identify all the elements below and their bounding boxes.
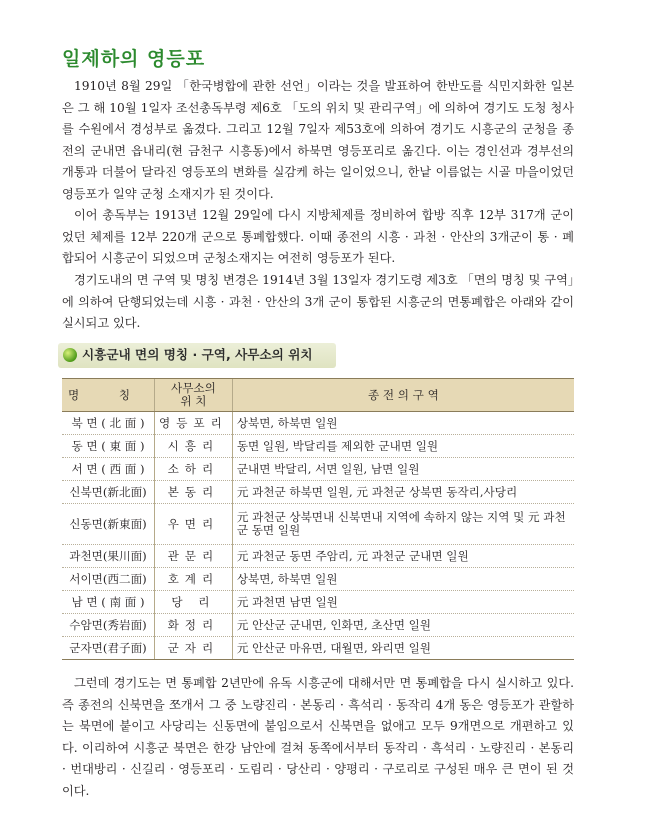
cell-office: 우면리 bbox=[155, 504, 233, 545]
cell-name: 수암면(秀岩面) bbox=[62, 614, 155, 637]
cell-office: 시흥리 bbox=[155, 435, 233, 458]
cell-area: 元 안산군 군내면, 인화면, 초산면 일원 bbox=[232, 614, 574, 637]
cell-area: 元 안산군 마유면, 대월면, 와리면 일원 bbox=[232, 637, 574, 660]
cell-area: 元 과천면 남면 일원 bbox=[232, 591, 574, 614]
cell-office: 군자리 bbox=[155, 637, 233, 660]
paragraph-1: 1910년 8월 29일 「한국병합에 관한 선언」이라는 것을 발표하여 한반도를 식민지화한 일본은 그 해 10월 1일자 조선총독부령 제6호 「도의 위치 및 관리구역」에 의하여 경기도 도청 청사를 수원에서 경성부로 옮겼다. 그리고 12월 7일자 제53호에 의하여 경기도 시흥군의 군청을 종전의 군내면 읍내리(현 금천구 시흥동)에서 하북면 영등포리로 옮긴다. 이는 경인선과 경부선의 개통과 더불어 달라진 영등포의 변화를 실감케 하는 일이었으니, 한낱 이름없는 시골 마을이었던 영등포가 일약 군청 소재지가 된 것이다. bbox=[62, 79, 574, 201]
table-row bbox=[62, 412, 574, 435]
table-row bbox=[62, 481, 574, 504]
cell-name: 동 면 ( 東 面 ) bbox=[62, 435, 155, 458]
cell-area: 동면 일원, 박달리를 제외한 군내면 일원 bbox=[232, 435, 574, 458]
table-row bbox=[62, 545, 574, 568]
cell-area: 상북면, 하북면 일원 bbox=[232, 412, 574, 435]
cell-office: 관문리 bbox=[155, 545, 233, 568]
paragraph-4: 그런데 경기도는 면 통폐합 2년만에 유독 시흥군에 대해서만 면 통폐합을 다시 실시하고 있다. 즉 종전의 신북면을 쪼개서 그 중 노량진리 · 본동리 · 흑석리 · 동작리 4개 동은 영등포가 관할하는 북면에 붙이고 사당리는 신동면에 붙임으로서 신북면을 없애고 모두 9개면으로 개편하고 있다. 이리하여 시흥군 북면은 한강 남안에 걸쳐 동쪽에서부터 동작리 · 흑석리 · 노량진리 · 본동리 · 번대방리 · 신길리 · 영등포리 · 도림리 · 당산리 · 양평리 · 구로리로 구성된 매우 큰 면이 된 것이다. bbox=[62, 676, 574, 798]
table-row bbox=[62, 614, 574, 637]
cell-office: 당 리 bbox=[155, 591, 233, 614]
cell-office: 화정리 bbox=[155, 614, 233, 637]
cell-area: 상북면, 하북면 일원 bbox=[232, 568, 574, 591]
cell-name: 북 면 ( 北 面 ) bbox=[62, 412, 155, 435]
cell-office: 호계리 bbox=[155, 568, 233, 591]
table-row bbox=[62, 591, 574, 614]
table-row bbox=[62, 637, 574, 660]
header-name: 명 칭 bbox=[62, 379, 155, 412]
cell-office: 본동리 bbox=[155, 481, 233, 504]
table-row bbox=[62, 458, 574, 481]
cell-name: 군자면(君子面) bbox=[62, 637, 155, 660]
cell-name: 신동면(新東面) bbox=[62, 504, 155, 545]
paragraph-2: 이어 총독부는 1913년 12월 29일에 다시 지방체제를 정비하여 합방 직후 12부 317개 군이었던 체제를 12부 220개 군으로 통폐합했다. 이때 종전의 시흥 · 과천 · 안산의 3개군이 통 · 폐합되어 시흥군이 되었으며 군청소재지는 여전히 영등포가 된다. bbox=[62, 208, 574, 265]
section-title: 일제하의 영등포 bbox=[62, 48, 206, 70]
bullet-icon bbox=[63, 348, 77, 362]
cell-name: 남 면 ( 南 面 ) bbox=[62, 591, 155, 614]
cell-name: 신북면(新北面) bbox=[62, 481, 155, 504]
table-row bbox=[62, 568, 574, 591]
header-office: 사무소의 위 치 bbox=[155, 379, 233, 412]
cell-area: 군내면 박달리, 서면 일원, 남면 일원 bbox=[232, 458, 574, 481]
table-row bbox=[62, 435, 574, 458]
cell-name: 과천면(果川面) bbox=[62, 545, 155, 568]
table-row bbox=[62, 504, 574, 545]
table-header-row bbox=[62, 379, 574, 412]
paragraph-3: 경기도내의 면 구역 및 명칭 변경은 1914년 3월 13일자 경기도령 제3호 「면의 명칭 및 구역」에 의하여 단행되었는데 시흥 · 과천 · 안산의 3개 군이 통합된 시흥군의 면통폐합은 아래와 같이 실시되고 있다. bbox=[62, 273, 574, 330]
cell-office: 영등포리 bbox=[155, 412, 233, 435]
table-title: 시흥군내 면의 명칭 · 구역, 사무소의 위치 bbox=[82, 347, 313, 362]
cell-area: 元 과천군 하북면 일원, 元 과천군 상북면 동작리,사당리 bbox=[232, 481, 574, 504]
header-area: 종 전 의 구 역 bbox=[232, 379, 574, 412]
myeon-table bbox=[62, 378, 574, 660]
cell-area: 元 과천군 동면 주암리, 元 과천군 군내면 일원 bbox=[232, 545, 574, 568]
cell-name: 서 면 ( 西 面 ) bbox=[62, 458, 155, 481]
cell-office: 소하리 bbox=[155, 458, 233, 481]
cell-name: 서이면(西二面) bbox=[62, 568, 155, 591]
cell-area: 元 과천군 상북면내 신북면내 지역에 속하지 않는 지역 및 元 과천군 동면 일원 bbox=[232, 504, 574, 545]
